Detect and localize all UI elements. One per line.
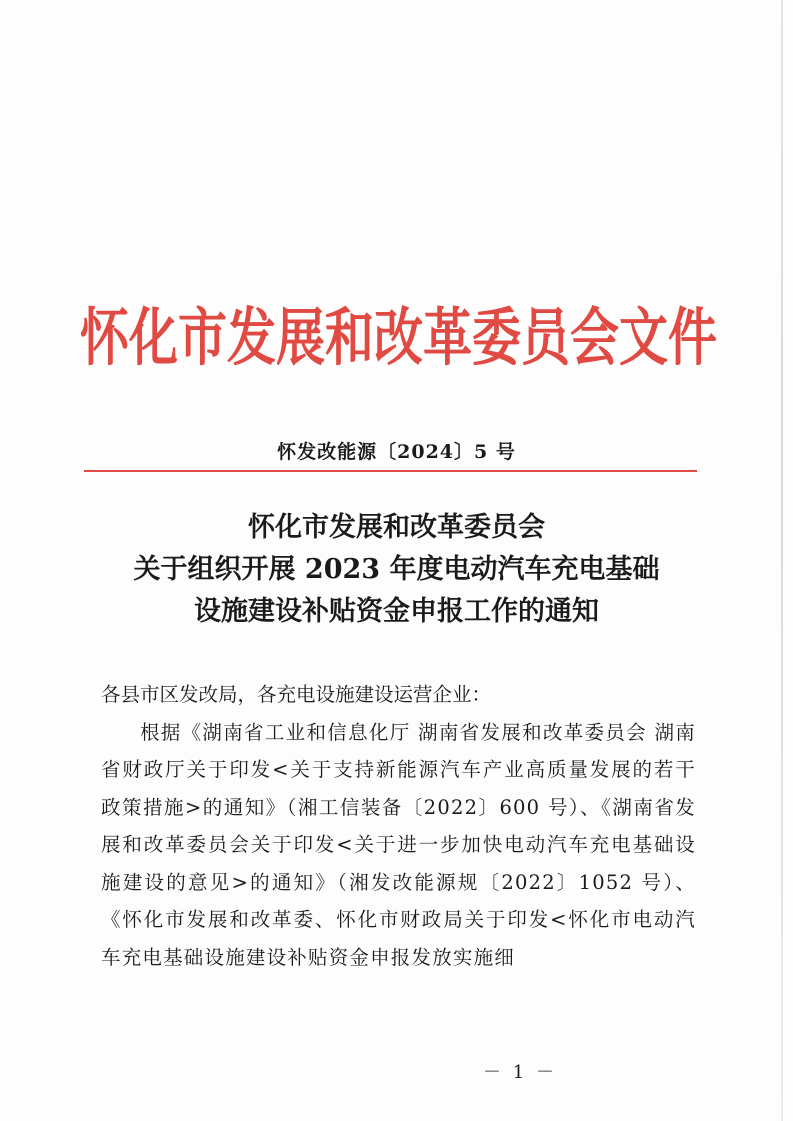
notice-title-line-3: 设施建设补贴资金申报工作的通知: [194, 596, 599, 627]
red-divider-line: [84, 470, 697, 472]
notice-title-line-2: 关于组织开展 2023 年度电动汽车充电基础: [133, 554, 660, 585]
notice-title-line-1: 怀化市发展和改革委员会: [248, 512, 545, 543]
salutation: 各县市区发改局，各充电设施建设运营企业：: [101, 683, 492, 706]
page-number: － 1 －: [483, 1062, 557, 1083]
notice-body: [101, 676, 696, 976]
notice-title: [0, 507, 793, 633]
document-number: 怀发改能源〔2024〕5 号: [277, 441, 516, 463]
body-paragraph: 根据《湖南省工业和信息化厅 湖南省发展和改革委员会 湖南省财政厅关于印发<关于支持新能源汽车产业高质量发展的若干政策措施>的通知》（湘工信装备〔2022〕600 号）、《湖南省发展和改革委员会关于印发<关于进一步加快电动汽车充电基础设施建设的意见>的通知》（湘发改能源规〔2022〕1052 号）、《怀化市发展和改革委、怀化市财政局关于印发<怀化市电动汽车充电基础设施建设补贴资金申报发放实施细: [101, 720, 696, 969]
agency-header-title: 怀化市发展和改革委员会文件: [80, 300, 718, 375]
